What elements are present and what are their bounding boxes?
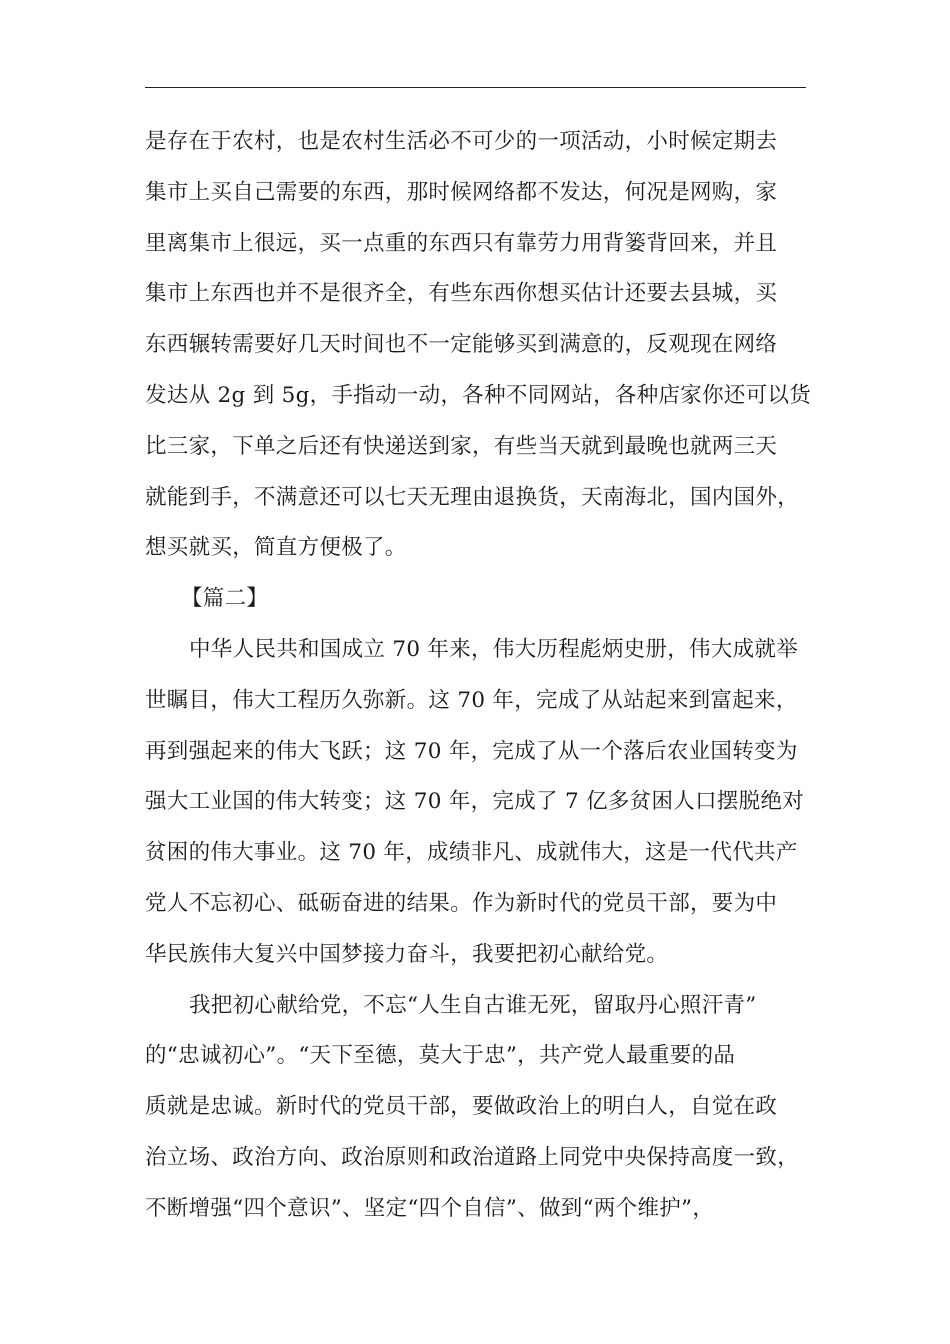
text-line: 集市上买自己需要的东西，那时候网络都不发达，何况是网购，家	[145, 179, 778, 205]
text-line: 东西辗转需要好几天时间也不一定能够买到满意的，反观现在网络	[145, 332, 778, 358]
text-line: 再到强起来的伟大飞跃；这 70 年，完成了从一个落后农业国转变为	[145, 738, 798, 764]
text-line: 里离集市上很远，买一点重的东西只有靠劳力用背篓背回来，并且	[145, 230, 778, 256]
text-line: 贫困的伟大事业。这 70 年，成绩非凡、成就伟大，这是一代代共产	[145, 840, 798, 866]
section-heading: 【篇二】	[181, 586, 269, 612]
text-line: 的“忠诚初心”。“天下至德，莫大于忠”，共产党人最重要的品	[145, 1043, 736, 1069]
text-line: 想买就买，简直方便极了。	[145, 535, 407, 561]
header-rule	[145, 87, 806, 88]
paragraph-first-line: 我把初心献给党，不忘“人生自古谁无死，留取丹心照汗青”	[189, 992, 757, 1018]
paragraph-first-line: 中华人民共和国成立 70 年来，伟大历程彪炳史册，伟大成就举	[189, 636, 799, 662]
text-line: 世瞩目，伟大工程历久弥新。这 70 年，完成了从站起来到富起来，	[145, 687, 798, 713]
text-line: 发达从 2g 到 5g，手指动一动，各种不同网站，各种店家你还可以货	[145, 382, 812, 408]
text-line: 华民族伟大复兴中国梦接力奋斗，我要把初心献给党。	[145, 941, 669, 967]
text-line: 党人不忘初心、砥砺奋进的结果。作为新时代的党员干部，要为中	[145, 890, 778, 916]
text-line: 质就是忠诚。新时代的党员干部，要做政治上的明白人，自觉在政	[145, 1094, 778, 1120]
text-line: 是存在于农村，也是农村生活必不可少的一项活动，小时候定期去	[145, 129, 778, 154]
document-body	[145, 117, 821, 1235]
text-line: 比三家，下单之后还有快递送到家，有些当天就到最晚也就两三天	[145, 433, 778, 459]
text-line: 治立场、政治方向、政治原则和政治道路上同党中央保持高度一致，	[145, 1144, 800, 1170]
text-line: 强大工业国的伟大转变；这 70 年，完成了 7 亿多贫困人口摆脱绝对	[145, 789, 805, 815]
text-line: 集市上东西也并不是很齐全，有些东西你想买估计还要去县城，买	[145, 281, 778, 307]
text-line: 不断增强“四个意识”、坚定“四个自信”、做到“两个维护”，	[145, 1195, 715, 1221]
text-line: 就能到手，不满意还可以七天无理由退换货，天南海北，国内国外，	[145, 484, 800, 510]
